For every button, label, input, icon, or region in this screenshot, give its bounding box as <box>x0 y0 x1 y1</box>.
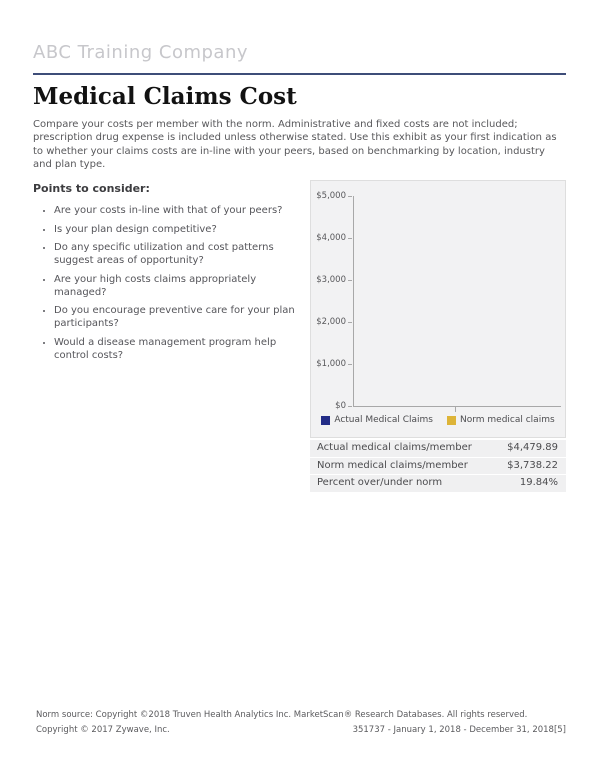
copyright-text: Copyright © 2017 Zywave, Inc. <box>36 725 170 735</box>
legend-label: Actual Medical Claims <box>334 415 433 426</box>
row-label: Norm medical claims/member <box>317 459 468 471</box>
y-axis-tick <box>312 191 352 201</box>
y-axis-tick-mark <box>348 322 352 323</box>
legend-swatch <box>321 416 330 425</box>
chart-panel <box>310 180 566 438</box>
chart-column <box>310 180 566 492</box>
y-axis-tick <box>312 359 352 369</box>
legend-swatch <box>447 416 456 425</box>
table-row <box>310 440 566 458</box>
page-footer <box>36 710 566 735</box>
content-columns <box>33 180 566 492</box>
y-axis-tick-mark <box>348 280 352 281</box>
row-value: $3,738.22 <box>507 459 558 471</box>
y-axis-tick-mark <box>348 238 352 239</box>
y-axis-tick-label: $4,000 <box>316 233 346 244</box>
intro-paragraph: Compare your costs per member with the norm. Administrative and fixed costs are not included; prescription drug expense is included unless otherwise stated. Use this exhibit as your first indication as to whether your claims costs are in-line with your peers, based on benchmarking by location, industry and plan type. <box>33 119 557 170</box>
header-divider <box>33 73 566 75</box>
legend-item <box>321 415 433 425</box>
norm-source-text: Norm source: Copyright ©2018 Truven Health Analytics Inc. MarketScan® Research Databases. All rights reserved. <box>36 710 528 720</box>
points-heading: Points to consider: <box>33 182 150 196</box>
points-list <box>33 204 301 362</box>
y-axis-tick-label: $5,000 <box>316 191 346 202</box>
summary-table <box>310 440 566 492</box>
y-axis-tick <box>312 233 352 243</box>
y-axis-tick <box>312 317 352 327</box>
y-axis-tick-mark <box>348 196 352 197</box>
row-label: Actual medical claims/member <box>317 442 472 454</box>
company-name: ABC Training Company <box>33 42 249 63</box>
bullet-item: • Do any specific utilization and cost patterns suggest areas of opportunity? <box>54 241 301 267</box>
table-row <box>310 475 566 492</box>
y-axis-tick-label: $0 <box>335 401 346 412</box>
x-axis-tick <box>455 407 456 412</box>
row-value: 19.84% <box>519 477 558 489</box>
report-reference: 351737 - January 1, 2018 - December 31, 2018[5] <box>352 725 566 735</box>
points-section <box>33 180 301 492</box>
table-row <box>310 458 566 476</box>
y-axis-tick <box>312 401 352 411</box>
bullet-item: • Would a disease management program help control costs? <box>54 336 301 362</box>
row-label: Percent over/under norm <box>317 477 443 489</box>
footer-row <box>36 725 566 735</box>
y-axis-tick-label: $1,000 <box>316 359 346 370</box>
legend-item <box>447 415 555 425</box>
bullet-item: • Is your plan design competitive? <box>54 223 301 236</box>
legend-label: Norm medical claims <box>459 415 555 426</box>
bullet-item: • Are your high costs claims appropriately managed? <box>54 273 301 299</box>
bar-chart-plot-area <box>316 191 561 412</box>
chart-legend <box>311 415 565 425</box>
bullet-item: • Are your costs in-line with that of your peers? <box>54 204 301 217</box>
y-axis-tick-mark <box>348 406 352 407</box>
bullet-item: • Do you encourage preventive care for your plan participants? <box>54 304 301 330</box>
y-axis-tick-label: $2,000 <box>316 317 346 328</box>
row-value: $4,479.89 <box>507 442 558 454</box>
page-title: Medical Claims Cost <box>33 83 297 110</box>
y-axis-tick-label: $3,000 <box>316 275 346 286</box>
y-axis-tick <box>312 275 352 285</box>
y-axis-tick-mark <box>348 364 352 365</box>
